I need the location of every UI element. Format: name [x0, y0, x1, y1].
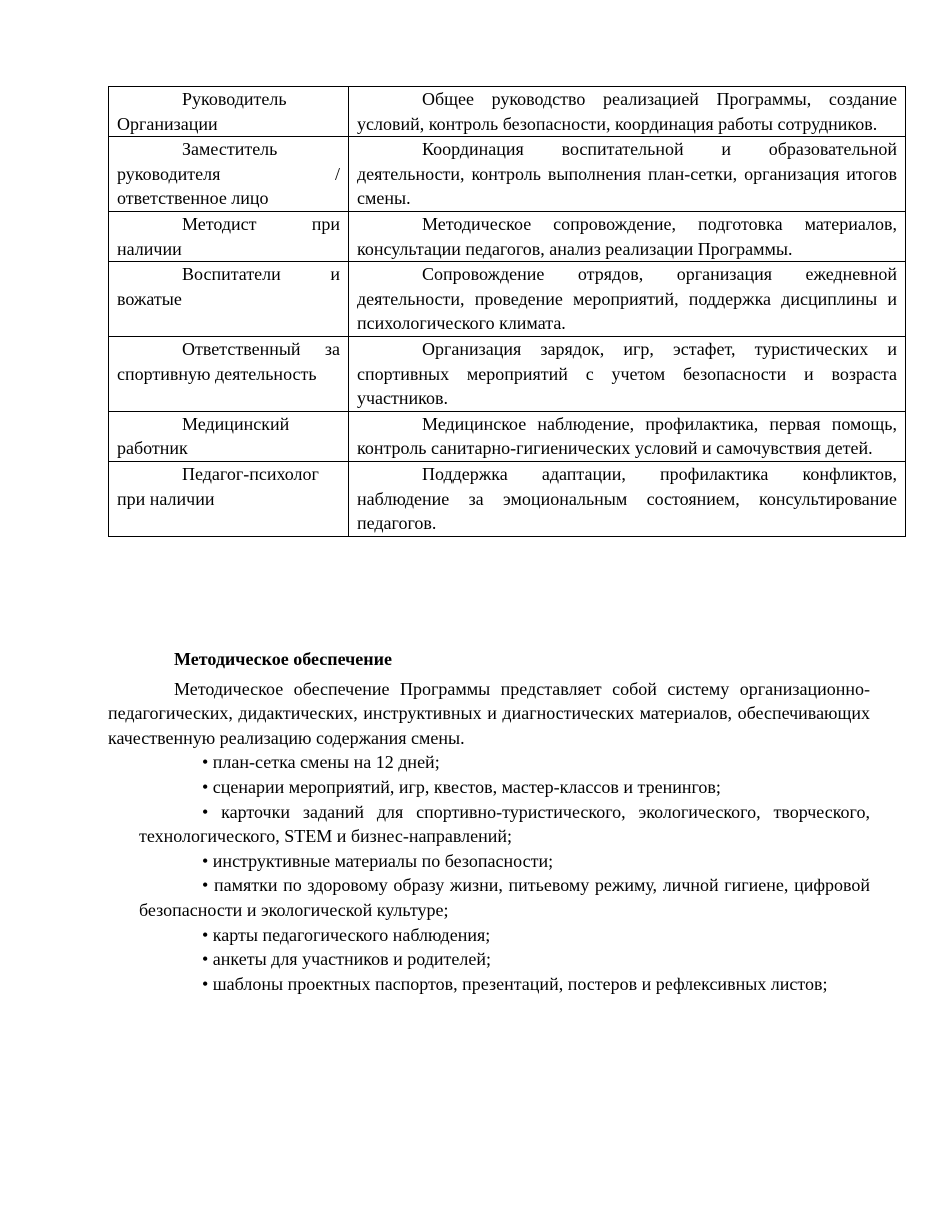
table-row [109, 461, 906, 536]
role-cell [109, 461, 349, 536]
duty-text: Общее руководство реализацией Программы, создание условий, контроль безопасности, координация работы сотрудников. [357, 89, 897, 134]
role-cell [109, 411, 349, 461]
table-row [109, 137, 906, 212]
role-text: Медицинский работник [117, 413, 290, 459]
role-cell [109, 137, 349, 212]
list-item: • карточки заданий для спортивно-туристического, экологического, творческого, технологического, STEM и бизнес-направлений; [139, 801, 870, 847]
role-text: Воспитатели и вожатые [117, 264, 340, 309]
role-text: Заместитель руководителя / ответственное лицо [117, 139, 340, 209]
intro-paragraph: Методическое обеспечение Программы представляет собой систему организационно-педагогических, дидактических, инструктивных и диагностических материалов, обеспечивающих качественную реализацию содержания смены. [108, 678, 870, 748]
list-item: • карты педагогического наблюдения; [202, 924, 491, 945]
table-row [109, 211, 906, 261]
list-item: • шаблоны проектных паспортов, презентаций, постеров и рефлексивных листов; [202, 973, 828, 994]
role-text: Педагог-психолог при наличии [117, 463, 319, 509]
role-text: Методист при наличии [117, 213, 340, 259]
role-cell [109, 262, 349, 337]
list-item: • сценарии мероприятий, игр, квестов, мастер-классов и тренингов; [202, 776, 721, 797]
list-item: • памятки по здоровому образу жизни, питьевому режиму, личной гигиене, цифровой безопасности и экологической культуре; [139, 875, 870, 920]
duty-cell [349, 262, 906, 337]
duty-text: Медицинское наблюдение, профилактика, первая помощь, контроль санитарно-гигиенических условий и самочувствия детей. [357, 413, 897, 459]
duty-text: Методическое сопровождение, подготовка материалов, консультации педагогов, анализ реализации Программы. [357, 213, 897, 259]
duty-text: Поддержка адаптации, профилактика конфликтов, наблюдение за эмоциональным состоянием, консультирование педагогов. [357, 463, 897, 534]
role-cell [109, 211, 349, 261]
list-item: • инструктивные материалы по безопасности; [202, 850, 554, 871]
duty-cell [349, 336, 906, 411]
role-text: Ответственный за спортивную деятельность [117, 338, 340, 384]
role-cell [109, 336, 349, 411]
duty-text: Сопровождение отрядов, организация ежедневной деятельности, проведение мероприятий, поддержка дисциплины и психологического климата. [357, 264, 897, 334]
list-item: • анкеты для участников и родителей; [202, 949, 491, 970]
duty-text: Организация зарядок, игр, эстафет, туристических и спортивных мероприятий с учетом безопасности и возраста участников. [357, 338, 897, 409]
duty-cell [349, 211, 906, 261]
table-row [109, 262, 906, 337]
methodical-support-section [108, 647, 870, 996]
section-heading: Методическое обеспечение [174, 649, 393, 669]
table-row [109, 87, 906, 137]
table-row [109, 411, 906, 461]
materials-list [108, 750, 870, 996]
role-cell [109, 87, 349, 137]
duty-cell [349, 411, 906, 461]
duty-cell [349, 137, 906, 212]
role-text: Руководитель Организации [117, 89, 287, 134]
list-item: • план-сетка смены на 12 дней; [202, 752, 440, 773]
duty-text: Координация воспитательной и образовательной деятельности, контроль выполнения план-сетки, организация итогов смены. [357, 139, 897, 209]
table-row [109, 336, 906, 411]
staff-roles-table [108, 86, 906, 537]
duty-cell [349, 87, 906, 137]
duty-cell [349, 461, 906, 536]
